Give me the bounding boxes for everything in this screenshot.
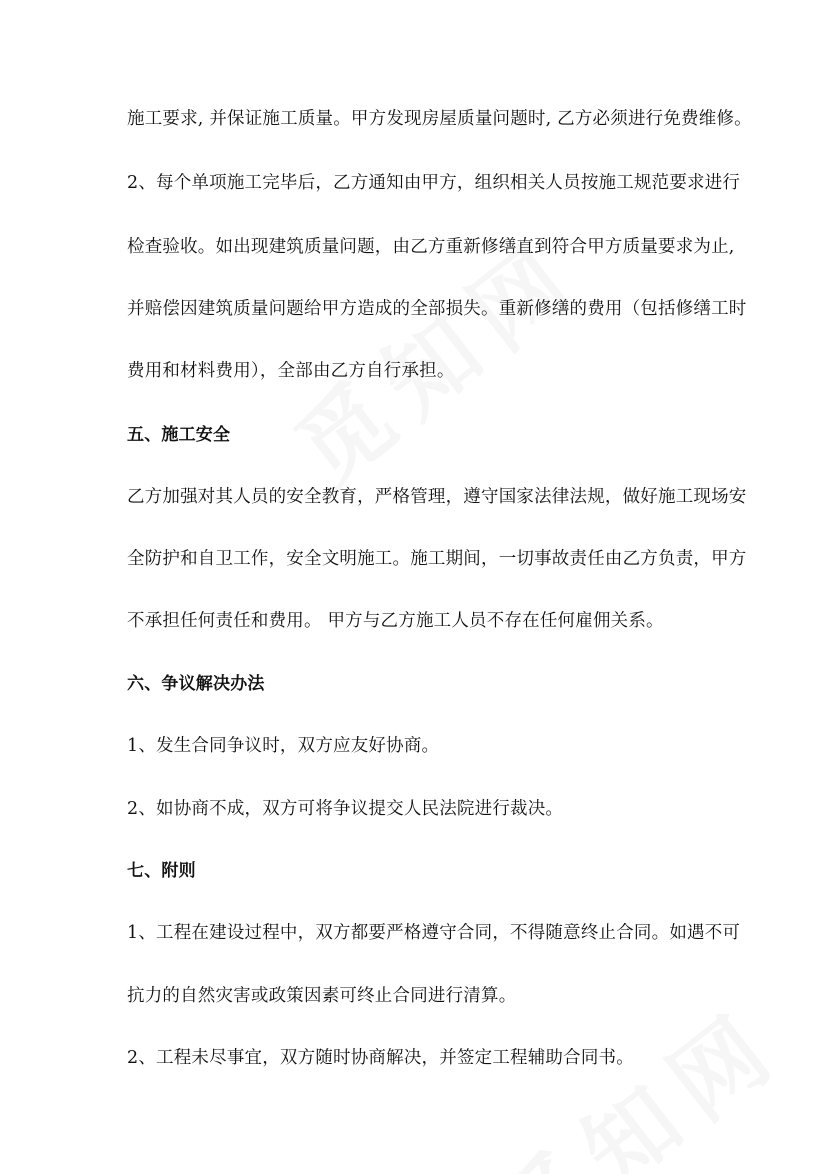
paragraph-line: 费用和材料费用），全部由乙方自行承担。 [127,361,455,381]
paragraph-line: 2、如协商不成，双方可将争议提交人民法院进行裁决。 [127,799,564,819]
paragraph-line: 抗力的自然灾害或政策因素可终止合同进行清算。 [127,986,517,1006]
paragraph-line: 并赔偿因建筑质量问题给甲方造成的全部损失。重新修缮的费用（包括修缮工时 [127,299,747,319]
paragraph-line: 1、工程在建设过程中，双方都要严格遵守合同，不得随意终止合同。如遇不可 [127,923,741,943]
section-heading: 七、附则 [127,861,196,881]
paragraph-line: 乙方加强对其人员的安全教育，严格管理，遵守国家法律法规，做好施工现场安 [127,487,747,507]
paragraph-line: 施工要求, 并保证施工质量。甲方发现房屋质量问题时, 乙方必须进行免费维修。 [127,109,752,129]
section-heading: 五、施工安全 [127,425,231,445]
section-heading: 六、争议解决办法 [127,674,265,694]
paragraph-line: 全防护和自卫工作，安全文明施工。施工期间，一切事故责任由乙方负责，甲方 [127,549,747,569]
paragraph-line: 不承担任何责任和费用。 甲方与乙方施工人员不存在任何雇佣关系。 [127,611,664,631]
paragraph-line: 1、发生合同争议时，双方应友好协商。 [127,736,440,756]
paragraph-line: 2、工程未尽事宜，双方随时协商解决，并签定工程辅助合同书。 [127,1048,634,1068]
paragraph-line: 2、每个单项施工完毕后，乙方通知由甲方，组织相关人员按施工规范要求进行 [127,173,741,193]
paragraph-line: 检查验收。如出现建筑质量问题，由乙方重新修缮直到符合甲方质量要求为止, [127,237,735,257]
